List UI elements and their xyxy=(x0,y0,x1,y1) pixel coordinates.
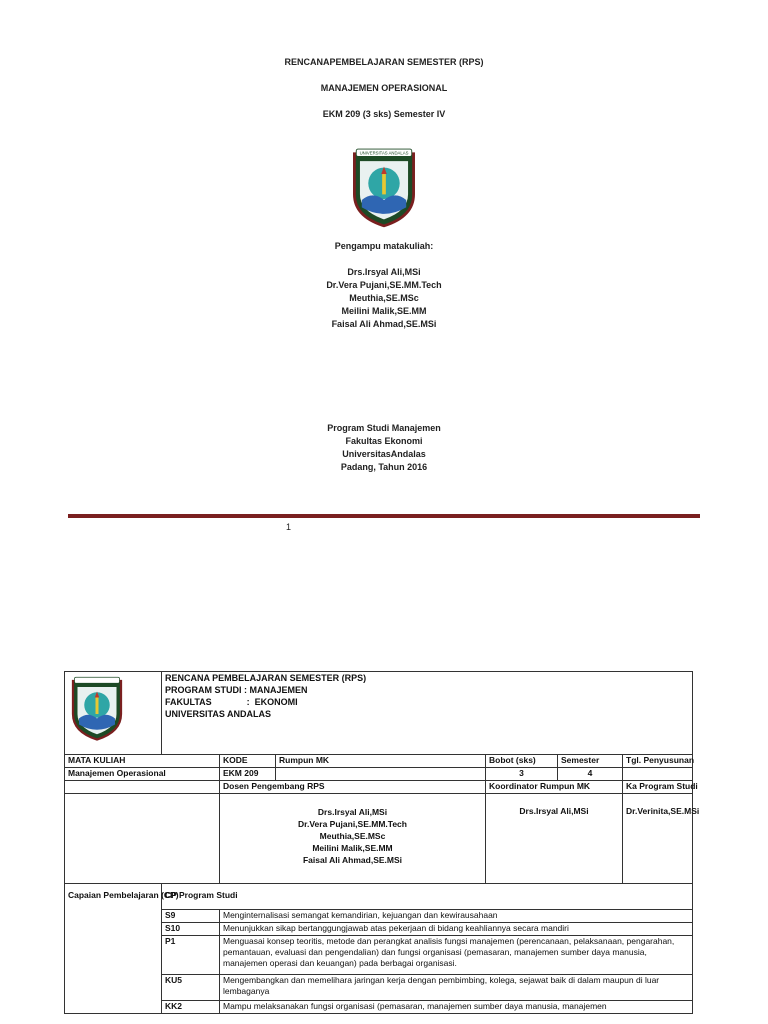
cp-text: Mampu melaksanakan fungsi organisasi (pemasaran, manajemen sumber daya manusia, manajemen xyxy=(220,1001,693,1014)
lecturers-heading: Pengampu matakuliah: xyxy=(334,241,434,251)
rps-header-line-2: PROGRAM STUDI : MANAJEMEN xyxy=(165,685,308,695)
course-rumpun xyxy=(276,768,486,781)
cp-code: KU5 xyxy=(162,975,220,1001)
koordinator-name: Drs.Irsyal Ali,MSi xyxy=(486,794,623,884)
cover-lecturer-5: Faisal Ali Ahmad,SE.MSi xyxy=(331,319,437,329)
role-label-row xyxy=(65,781,693,794)
course-name: Manajemen Operasional xyxy=(65,768,220,781)
col-header-bobot: Bobot (sks) xyxy=(486,755,558,768)
course-code: EKM 209 xyxy=(220,768,276,781)
col-header-tgl: Tgl. Penyusunan xyxy=(623,755,693,768)
col-header-kode: KODE xyxy=(220,755,276,768)
cp-code: S9 xyxy=(162,910,220,923)
cp-code: P1 xyxy=(162,936,220,975)
institution-line-3: UniversitasAndalas xyxy=(342,449,426,459)
names-empty xyxy=(65,794,220,884)
university-logo xyxy=(347,146,421,228)
rps-logo-cell xyxy=(65,672,162,755)
institution-line-2: Fakultas Ekonomi xyxy=(345,436,423,446)
rps-table xyxy=(64,671,700,1014)
dosen-name-4: Meilini Malik,SE.MM xyxy=(312,843,393,853)
label-kaprodi: Ka Program Studi xyxy=(623,781,693,794)
cover-code-line: EKM 209 (3 sks) Semester IV xyxy=(322,109,446,119)
col-header-row xyxy=(65,755,693,768)
cp-header-row xyxy=(65,884,693,910)
rps-header-row xyxy=(65,672,693,755)
institution-line-1: Program Studi Manajemen xyxy=(327,423,441,433)
logo-label: UNIVERSITAS ANDALAS xyxy=(359,150,409,156)
rps-header-line-4: UNIVERSITAS ANDALAS xyxy=(165,709,272,719)
cover-lecturer-2: Dr.Vera Pujani,SE.MM.Tech xyxy=(326,280,442,290)
dosen-name-2: Dr.Vera Pujani,SE.MM.Tech xyxy=(298,819,407,829)
course-row xyxy=(65,768,693,781)
cp-prodi-label: CP Program Studi xyxy=(162,884,693,910)
rps-logo xyxy=(67,674,127,742)
cp-code: S10 xyxy=(162,923,220,936)
cp-text: Menguasai konsep teoritis, metode dan perangkat analisis fungsi manajemen (perencanaan, pelaksanaan, pengarahan, pemantauan, evaluasi dan pengendalian) dan fungsi organisasi (pemasaran, manajemen sumber daya manusia, manajemen operasi dan keuangan) pada berbagai organisasi. xyxy=(220,936,693,975)
cp-text: Mengembangkan dan memelihara jaringan kerja dengan pembimbing, kolega, sejawat baik di dalam maupun di luar lembaganya xyxy=(220,975,693,1001)
label-dosen: Dosen Pengembang RPS xyxy=(220,781,486,794)
course-bobot: 3 xyxy=(486,768,558,781)
cover-lecturer-3: Meuthia,SE.MSc xyxy=(349,293,419,303)
rps-header-line-1: RENCANA PEMBELAJARAN SEMESTER (RPS) xyxy=(165,673,367,683)
rps-header-line-3: FAKULTAS : EKONOMI xyxy=(165,697,298,707)
cover-course: MANAJEMEN OPERASIONAL xyxy=(320,83,448,93)
institution-line-4: Padang, Tahun 2016 xyxy=(340,462,428,472)
course-semester: 4 xyxy=(558,768,623,781)
cover-lecturer-1: Drs.Irsyal Ali,MSi xyxy=(347,267,421,277)
cp-text: Menginternalisasi semangat kemandirian, kejuangan dan kewirausahaan xyxy=(220,910,693,923)
role-label-empty xyxy=(65,781,220,794)
col-header-semester: Semester xyxy=(558,755,623,768)
dosen-name-5: Faisal Ali Ahmad,SE.MSi xyxy=(302,855,403,865)
col-header-rumpun: Rumpun MK xyxy=(276,755,486,768)
page-number: 1 xyxy=(286,522,292,532)
rps-header-text xyxy=(162,672,693,755)
cp-code: KK2 xyxy=(162,1001,220,1014)
kaprodi-name: Dr.Verinita,SE.MSi xyxy=(623,794,693,884)
names-row xyxy=(65,794,693,884)
dosen-names xyxy=(220,794,486,884)
cp-text: Menunjukkan sikap bertanggungjawab atas pekerjaan di bidang keahliannya secara mandiri xyxy=(220,923,693,936)
course-tgl xyxy=(623,768,693,781)
cover-lecturer-4: Meilini Malik,SE.MM xyxy=(341,306,427,316)
dosen-name-1: Drs.Irsyal Ali,MSi xyxy=(317,807,388,817)
col-header-mata-kuliah: MATA KULIAH xyxy=(65,755,220,768)
page-separator xyxy=(68,514,700,518)
label-koordinator: Koordinator Rumpun MK xyxy=(486,781,623,794)
cp-label: Capaian Pembelajaran (CP) xyxy=(65,884,162,1014)
dosen-name-3: Meuthia,SE.MSc xyxy=(319,831,386,841)
cover-title: RENCANAPEMBELAJARAN SEMESTER (RPS) xyxy=(284,57,484,67)
